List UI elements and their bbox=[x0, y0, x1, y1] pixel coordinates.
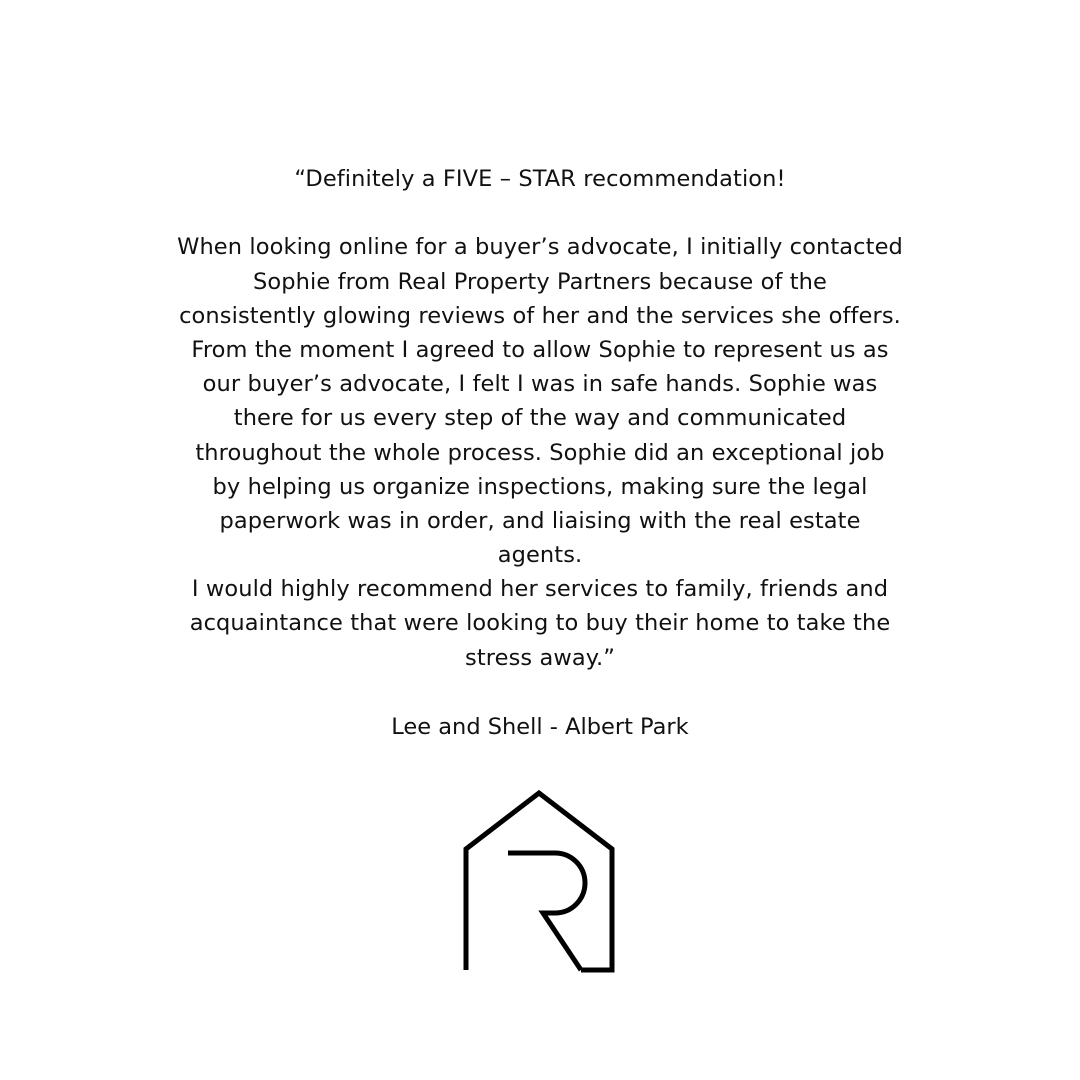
testimonial-line: I would highly recommend her services to family, friends and bbox=[191, 576, 889, 603]
house-r-logo-icon bbox=[460, 788, 620, 974]
testimonial-line: paperwork was in order, and liaising with the real estate bbox=[219, 507, 861, 534]
testimonial-line: consistently glowing reviews of her and the services she offers. bbox=[179, 302, 901, 329]
testimonial-line: there for us every step of the way and communicated bbox=[233, 405, 847, 432]
testimonial-line: throughout the whole process. Sophie did an exceptional job bbox=[195, 439, 885, 466]
testimonial-line: Sophie from Real Property Partners because of the bbox=[253, 268, 827, 295]
testimonial-quote bbox=[90, 162, 990, 675]
testimonial-line: by helping us organize inspections, making sure the legal bbox=[212, 473, 868, 500]
testimonial-attribution: Lee and Shell - Albert Park bbox=[391, 714, 689, 740]
r-letter-icon bbox=[508, 853, 585, 970]
testimonial-line: acquaintance that were looking to buy their home to take the bbox=[189, 610, 891, 637]
testimonial-line: From the moment I agreed to allow Sophie to represent us as bbox=[191, 336, 889, 363]
testimonial-line: agents. bbox=[497, 542, 583, 569]
paragraph-spacer bbox=[90, 196, 990, 230]
testimonial-line: our buyer’s advocate, I felt I was in safe hands. Sophie was bbox=[202, 371, 878, 398]
testimonial-headline: “Definitely a FIVE – STAR recommendation! bbox=[294, 166, 786, 192]
testimonial-line: When looking online for a buyer’s advocate, I initially contacted bbox=[177, 234, 903, 261]
house-outline-icon bbox=[466, 793, 612, 970]
testimonial-line: stress away.” bbox=[465, 644, 615, 671]
